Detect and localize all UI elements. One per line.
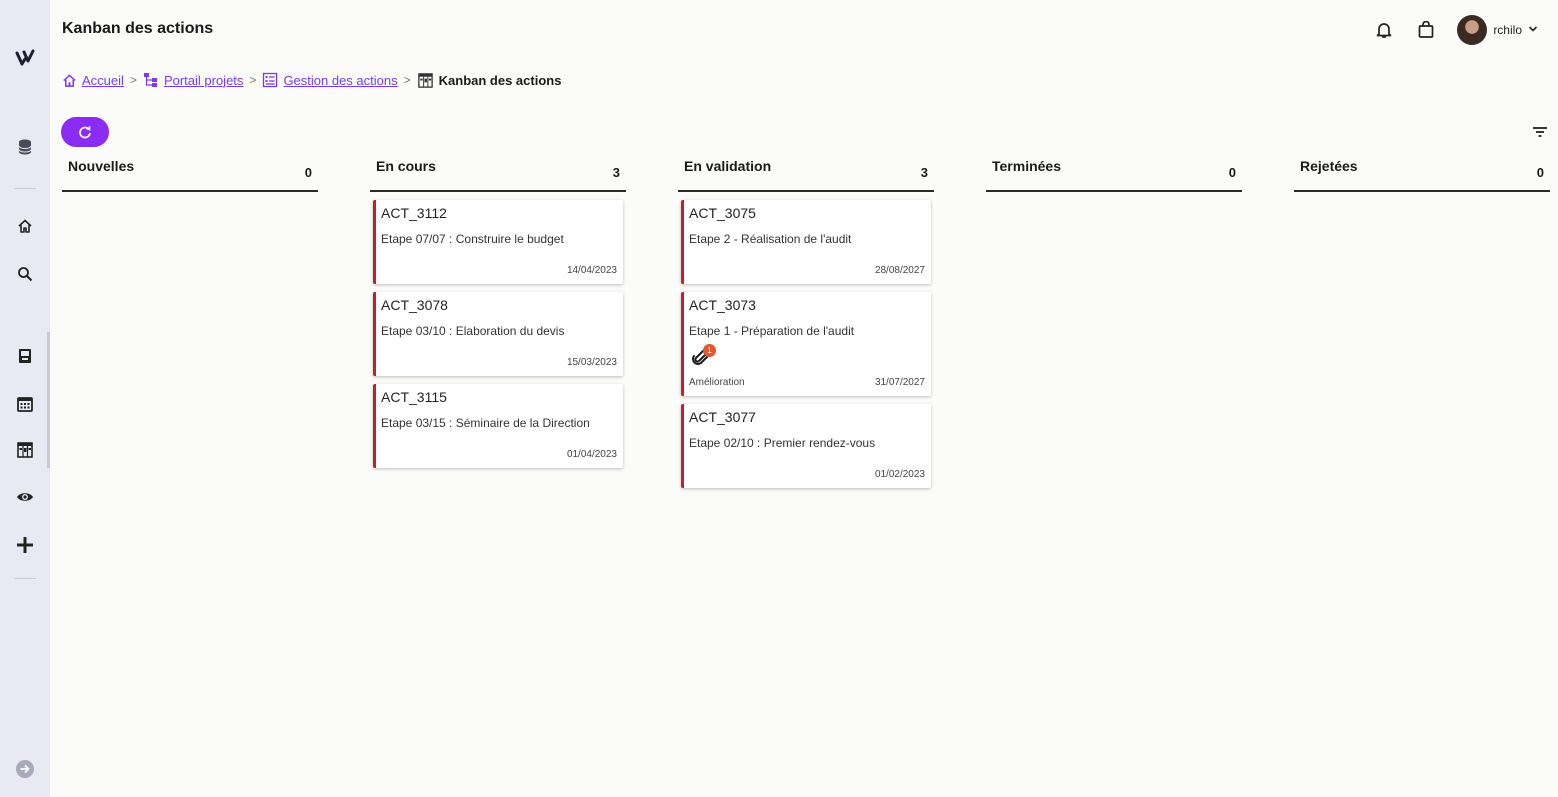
column-count: 3 xyxy=(920,165,928,180)
card-id: ACT_3112 xyxy=(381,205,447,221)
column-header xyxy=(370,152,626,192)
add-icon[interactable] xyxy=(13,533,37,557)
breadcrumb-projects[interactable] xyxy=(143,72,243,88)
filter-button[interactable] xyxy=(1530,122,1550,142)
home-icon xyxy=(62,73,77,88)
kanban-board-icon[interactable] xyxy=(13,438,37,462)
top-actions xyxy=(1373,12,1538,48)
breadcrumb-current-label: Kanban des actions xyxy=(438,72,562,88)
card-date: 14/04/2023 xyxy=(566,265,617,276)
action-card[interactable] xyxy=(373,200,623,284)
kanban-column-nouvelles xyxy=(62,152,318,192)
project-tree-icon xyxy=(143,72,159,88)
action-card[interactable] xyxy=(681,404,931,488)
page-title: Kanban des actions xyxy=(62,20,214,37)
column-title: Nouvelles xyxy=(68,158,135,174)
attachment-indicator[interactable] xyxy=(692,348,714,368)
column-count: 0 xyxy=(304,165,312,180)
user-name[interactable]: rchilo xyxy=(1493,23,1522,37)
card-id: ACT_3073 xyxy=(689,297,756,313)
action-card[interactable] xyxy=(681,292,931,396)
card-date: 01/02/2023 xyxy=(874,469,925,480)
breadcrumb-separator: > xyxy=(129,73,137,87)
breadcrumb-separator: > xyxy=(249,73,257,87)
database-icon[interactable] xyxy=(13,135,37,159)
column-header xyxy=(62,152,318,192)
kanban-column-terminees xyxy=(986,152,1242,192)
column-count: 3 xyxy=(612,165,620,180)
card-id: ACT_3078 xyxy=(381,297,448,313)
action-card[interactable] xyxy=(373,292,623,376)
column-title: Terminées xyxy=(992,158,1061,174)
sidebar-divider xyxy=(14,188,36,189)
app-logo-icon[interactable] xyxy=(13,46,37,70)
column-count: 0 xyxy=(1536,165,1544,180)
search-icon[interactable] xyxy=(13,262,37,286)
refresh-icon xyxy=(78,125,92,139)
column-title: En validation xyxy=(684,158,772,174)
refresh-button[interactable] xyxy=(61,117,109,147)
column-header xyxy=(678,152,934,192)
card-description: Etape 07/07 : Construire le budget xyxy=(381,232,564,246)
filter-icon xyxy=(1532,125,1548,139)
column-header xyxy=(986,152,1242,192)
sidebar-active-indicator xyxy=(47,332,50,468)
card-description: Etape 2 - Réalisation de l'audit xyxy=(689,232,852,246)
list-document-icon xyxy=(262,72,278,88)
breadcrumb-label: Accueil xyxy=(82,72,124,88)
card-date: 28/08/2027 xyxy=(874,265,925,276)
eye-icon[interactable] xyxy=(13,485,37,509)
card-date: 15/03/2023 xyxy=(566,357,617,368)
card-id: ACT_3077 xyxy=(689,409,756,425)
card-id: ACT_3075 xyxy=(689,205,756,221)
breadcrumb-label: Gestion des actions xyxy=(283,72,398,88)
breadcrumb-separator: > xyxy=(403,73,411,87)
column-count: 0 xyxy=(1228,165,1236,180)
sidebar xyxy=(0,0,50,797)
breadcrumb xyxy=(62,70,561,90)
breadcrumb-current xyxy=(417,72,562,89)
card-description: Etape 1 - Préparation de l'audit xyxy=(689,324,855,338)
card-date: 31/07/2027 xyxy=(874,377,925,388)
column-header xyxy=(1294,152,1550,192)
expand-sidebar-icon[interactable] xyxy=(13,757,37,781)
card-description: Etape 02/10 : Premier rendez-vous xyxy=(689,436,876,450)
breadcrumb-label: Portail projets xyxy=(163,72,244,88)
inbox-icon[interactable] xyxy=(13,344,37,368)
calendar-icon[interactable] xyxy=(13,392,37,416)
kanban-column-en-validation xyxy=(678,152,934,480)
avatar[interactable] xyxy=(1457,15,1487,45)
card-tag: Amélioration xyxy=(689,377,745,388)
breadcrumb-home[interactable] xyxy=(62,73,124,88)
sidebar-divider xyxy=(14,578,36,579)
chevron-down-icon[interactable] xyxy=(1528,21,1538,39)
home-icon[interactable] xyxy=(13,214,37,238)
shopping-bag-icon[interactable] xyxy=(1415,19,1437,41)
kanban-board-icon xyxy=(417,72,434,89)
card-date: 01/04/2023 xyxy=(566,449,617,460)
card-description: Etape 03/15 : Séminaire de la Direction xyxy=(381,416,590,430)
kanban-column-en-cours xyxy=(370,152,626,460)
breadcrumb-actions[interactable] xyxy=(262,72,397,88)
card-id: ACT_3115 xyxy=(381,389,447,405)
bell-icon[interactable] xyxy=(1373,19,1395,41)
column-title: Rejetées xyxy=(1300,158,1358,174)
attachment-count-badge: 1 xyxy=(703,344,716,357)
kanban-column-rejetees xyxy=(1294,152,1550,192)
action-card[interactable] xyxy=(373,384,623,468)
column-title: En cours xyxy=(376,158,436,174)
action-card[interactable] xyxy=(681,200,931,284)
card-description: Etape 03/10 : Elaboration du devis xyxy=(381,324,565,338)
